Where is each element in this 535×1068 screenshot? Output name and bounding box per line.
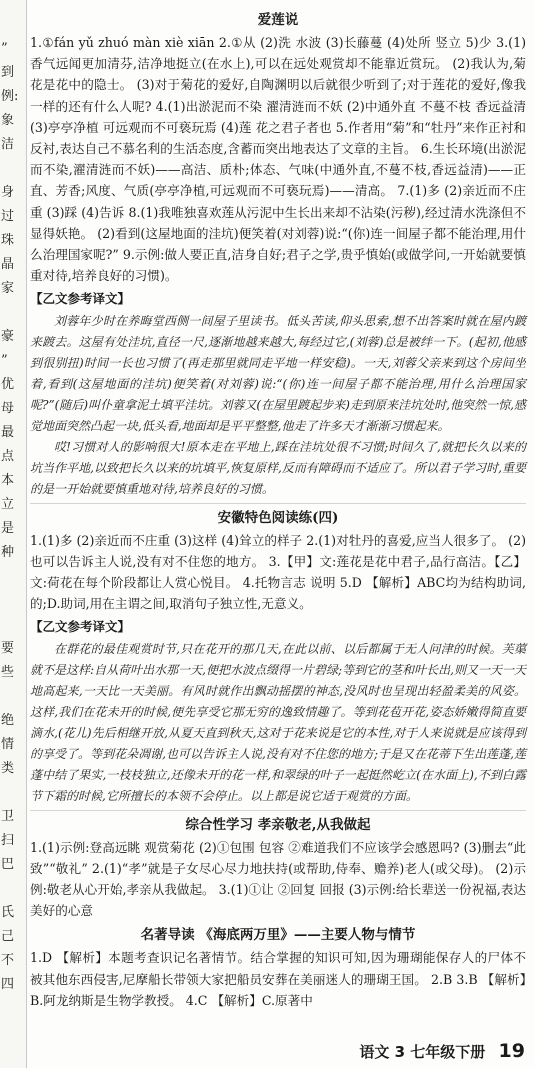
margin-fragment: 优	[1, 377, 15, 392]
answers-ai-lian-shuo: 1.①fán yǔ zhuó màn xiè xiān 2.①从 (2)洗 水波 (3)长藤蔓 (4)处所 竖立 5)少 3.(1)香气远闻更加清芬,洁净地挺立(在水上),可以在远处观赏却不能靠近赏玩。 (2)我认为,菊花是花中的隐士。 (3)对于菊花的爱好,自陶渊明以后就很少听到了;对于莲花的爱好,像我一样的还有什么人呢? 4.(1)出淤泥而不染 濯清涟而不妖 (2)中通外直 不蔓不枝 香远益清 (3)亭亭净植 可远观而不可亵玩焉 (4)莲 花之君子者也 5.作者用“菊”和“牡丹”来作正衬和反衬,表达自己不慕名利的生活态度,含蓄而突出地表达了文章的主旨。 6.生长环境(出淤泥而不染,濯清涟而不妖)——高洁、质朴;体态、气味(中通外直,不蔓不枝,香远益清)——正直、芳香;风度、气质(亭亭净植,可远观而不可亵玩焉)——清高。 7.(1)多 (2)亲近而不庄重 (3)踩 (4)告诉 8.(1)我唯独喜欢莲从污泥中生长出来却不沾染(污秽),经过清水洗涤但不显得妖艳。 (2)看到(这屋地面的洼坑)便笑着(对刘蓉)说:“(你)连一间屋子都不能治理,用什么治理国家呢?” 9.示例:做人要正直,洁身自好;君子之学,贵乎慎始(或做学问,一开始就要慎重对待,培养良好的习惯)。	[30, 35, 526, 284]
margin-fragment: 情	[1, 737, 15, 752]
divider	[30, 810, 526, 811]
margin-fragment: 不	[1, 953, 15, 968]
answers-anhui-reading: 1.(1)多 (2)亲近而不庄重 (3)这样 (4)耸立的样子 2.(1)对牡丹的喜爱,应当人很多了。 (2)也可以告诉主人说,没有对不住您的地方。 3.【甲】文:莲花是花中君子,品行高洁。【乙】文:荷花在每个阶段都让人赏心悦目。 4.托物言志 说明 5.D 【解析】ABC均为结构助词,的;D.助词,用在主谓之间,取消句子独立性,无意义。	[30, 532, 526, 612]
margin-fragment: 本	[1, 473, 15, 488]
page-content	[30, 6, 526, 1011]
margin-fragment: 过	[1, 209, 15, 224]
margin-fragment: 豪	[1, 329, 15, 344]
section-title-classic-reading: 名著导读 《海底两万里》——主要人物与情节	[140, 927, 416, 944]
margin-fragment: 例:	[1, 89, 19, 104]
section-title-anhui-reading: 安徽特色阅读练(四)	[217, 509, 339, 526]
translation-paragraph-1b: 哎!习惯对人的影响很大!原本走在平地上,踩在洼坑处很不习惯;时间久了,就把长久以来的坑当作平地,以致把长久以来的坑填平,恢复原样,反而有障碍而不适应了。所以君子学习时,重要的是一开始就要慎重地对待,培养良好的习惯。	[30, 439, 526, 496]
margin-fragment: 卫	[1, 809, 15, 824]
footer-grade: 七年级下册	[410, 1043, 486, 1061]
translation-tag-1: 【乙文参考译文】	[30, 291, 131, 307]
margin-fragment: 类	[1, 761, 15, 776]
answers-comprehensive-study: 1.(1)示例:登高远眺 观赏菊花 (2)①包围 包容 ②难道我们不应该学会感恩吗? (3)删去“此致”“敬礼” 2.(1)“孝”就是子女尽心尽力地扶持(或帮助,侍奉、赡养)老人(或父母)。 (2)示例:敬老从心开始,孝亲从我做起。 3.(1)①让 ②回复 回报 (3)示例:给长辈送一份祝福,表达美好的心意	[30, 839, 526, 919]
footer-subject: 语文 3	[359, 1043, 406, 1061]
margin-fragment: 晶	[1, 257, 15, 272]
section-title-ai-lian-shuo: 爱莲说	[257, 12, 299, 28]
margin-fragment: 立	[1, 497, 15, 512]
margin-fragment: 四	[1, 977, 15, 992]
margin-fragment: 扫	[1, 833, 15, 848]
margin-fragment: 要	[1, 641, 15, 656]
margin-fragment: 己	[1, 929, 15, 944]
translation-paragraph-2: 在群花的最佳观赏时节,只在花开的那几天,在此以前、以后都属于无人问津的时候。芙蕖就不是这样:自从荷叶出水那一天,便把水波点缀得一片碧绿;等到它的茎和叶长出,则又一天一天地高起来,一天比一天美丽。有风时就作出飘动摇摆的神态,没风时也呈现出轻盈柔美的风姿。这样,我们在花未开的时候,便先享受它那无穷的逸致情趣了。等到花苞开花,姿态娇嫩得简直要滴水,(花儿)先后相继开放,从夏天直到秋天,这对于花来说是它的本性,对于人来说就是应该得到的享受了。等到花朵凋谢,也可以告诉主人说,没有对不住您的地方;于是又在花蒂下生出莲蓬,莲蓬中结了果实,一枝枝独立,还像未开的花一样,和翠绿的叶子一起挺然屹立(在水面上),不到白露节下霜的时候,它所擅长的本领不会停止。以上都是说它适于观赏的方面。	[30, 641, 526, 803]
margin-fragment: 珠	[1, 233, 15, 248]
page-number: 19	[498, 1040, 525, 1062]
translation-paragraph-1a: 刘蓉年少时在养晦堂西侧一间屋子里读书。低头苦读,仰头思索,想不出答案时就在屋内踱来踱去。这屋有处洼坑,直径一尺,逐渐地越来越大,每经过它,(刘蓉)总是被绊一下。(起初,他感到很别扭)时间一长也习惯了(再走那里就同走平地一样安稳)。一天,刘蓉父亲来到这个房间坐着,看到(这屋地面的洼坑)便笑着(对刘蓉)说:“(你)连一间屋子都不能治理,用什么治理国家呢?”(随后)叫仆童拿泥土填平洼坑。刘蓉又(在屋里踱起步来)走到原来洼坑处时,他突然一惊,感觉地面突然凸起一块,低头看,地面却是平平整整,他走了许多天才渐渐习惯起来。	[30, 313, 526, 433]
margin-fragment: 巴	[1, 857, 15, 872]
margin-fragment: 是	[1, 521, 15, 536]
margin-fragment: 点	[1, 449, 15, 464]
margin-fragment: 洁	[1, 137, 15, 152]
section-title-comprehensive-study: 综合性学习 孝亲敬老,从我做起	[185, 816, 371, 833]
margin-fragment: 种	[1, 545, 15, 560]
margin-fragment: 到	[1, 65, 15, 80]
margin-fragment: 氏	[1, 905, 15, 920]
translation-tag-2: 【乙文参考译文】	[30, 619, 131, 635]
answers-classic-reading: 1.D 【解析】本题考查识记名著情节。结合掌握的知识可知,因为珊瑚能保存人的尸体不被其他东西侵害,尼摩船长带领大家把船员安葬在美丽迷人的珊瑚王国。 2.B 3.B 【解析】B.阿龙纳斯是生物学教授。 4.C 【解析】C.原著中	[30, 950, 526, 1008]
margin-fragment: 母	[1, 401, 15, 416]
margin-fragment: ”	[1, 353, 8, 368]
margin-fragment: ”	[1, 41, 8, 56]
margin-fragment: 身	[1, 185, 15, 200]
margin-fragment: 些	[1, 665, 15, 680]
margin-fragment: 最	[1, 425, 15, 440]
left-margin-fragments	[0, 0, 27, 1068]
margin-fragment: 绝	[1, 713, 15, 728]
page-footer	[359, 1040, 525, 1062]
margin-fragment: 家	[1, 281, 15, 296]
margin-fragment: 象	[1, 113, 15, 128]
divider	[30, 503, 526, 504]
